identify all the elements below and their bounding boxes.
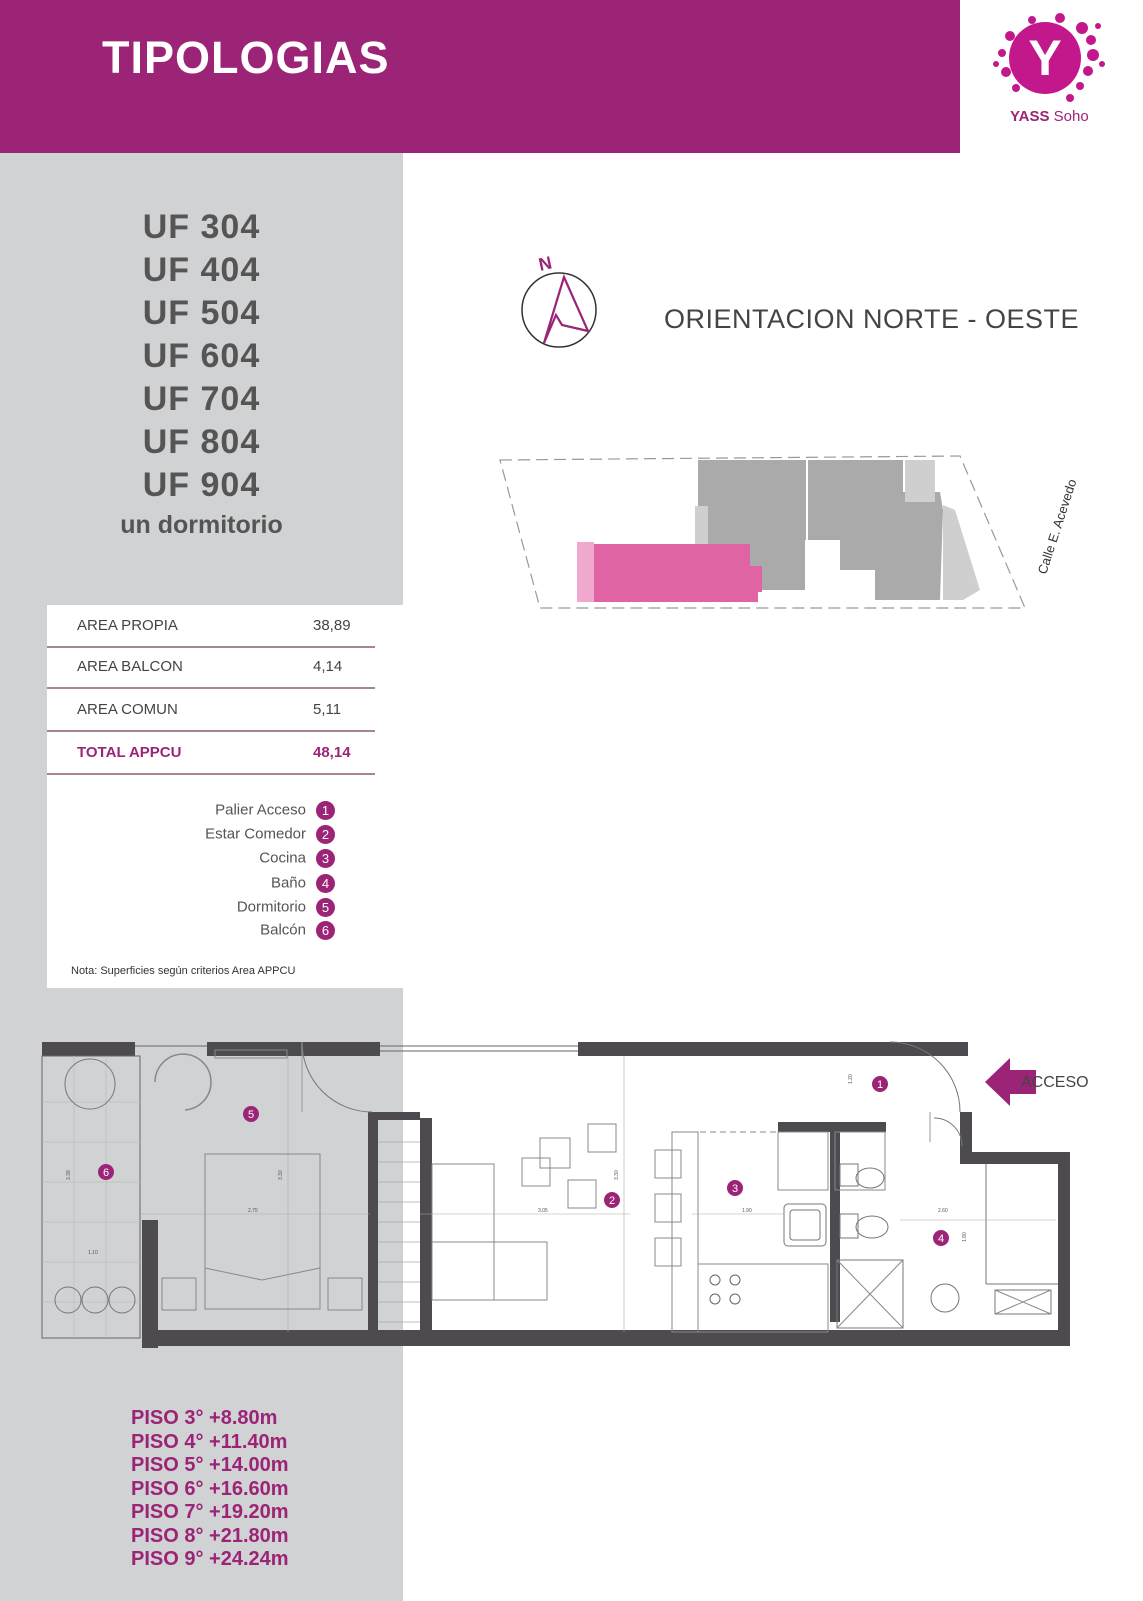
svg-text:1.90: 1.90 (742, 1208, 752, 1214)
area-row (47, 646, 375, 689)
area-note: Nota: Superficies según criterios Area APPCU (71, 965, 296, 977)
logo-wordmark: YASS Soho (1010, 108, 1089, 125)
floor-level: PISO 6° +16.60m (131, 1477, 289, 1500)
area-value: 5,11 (313, 701, 342, 718)
area-row (47, 605, 375, 648)
floor-level: PISO 5° +14.00m (131, 1454, 289, 1476)
unit-label: UF 704 (142, 380, 261, 418)
floor-level: PISO 9° +24.24m (131, 1548, 289, 1570)
svg-text:2.75: 2.75 (248, 1208, 258, 1214)
area-value: 48,14 (313, 744, 351, 761)
svg-text:3.38: 3.38 (66, 1170, 72, 1180)
floor-level: PISO 4° +11.40m (131, 1430, 288, 1453)
svg-text:3.05: 3.05 (538, 1208, 548, 1214)
legend-item: Estar Comedor 2 (205, 825, 335, 849)
legend-item: Dormitorio 5 (237, 898, 335, 922)
floor-level: PISO 3° +8.80m (131, 1407, 278, 1429)
area-label: AREA BALCON (77, 658, 183, 675)
legend-item: Cocina 3 (259, 849, 335, 873)
room-number: 6 (102, 1167, 110, 1179)
svg-text:2.60: 2.60 (938, 1208, 948, 1214)
legend-number: 4 (316, 874, 335, 893)
room-number: 3 (731, 1183, 739, 1195)
area-label: AREA PROPIA (77, 617, 178, 634)
area-label: TOTAL APPCU (77, 744, 182, 761)
legend-number: 6 (316, 921, 335, 940)
unit-label: UF 804 (142, 423, 261, 461)
legend-item: Baño 4 (271, 874, 335, 898)
legend-item: Balcón 6 (260, 921, 335, 945)
legend-number: 3 (316, 849, 335, 868)
unit-label: UF 404 (142, 251, 261, 289)
area-table (47, 605, 403, 988)
svg-text:1.80: 1.80 (962, 1232, 968, 1242)
access-label: ACCESO (1021, 1074, 1089, 1091)
room-number: 2 (608, 1195, 616, 1207)
orientation-title: ORIENTACION NORTE - OESTE (664, 304, 1080, 334)
unit-label: UF 504 (142, 294, 261, 332)
unit-list (0, 206, 403, 540)
floor-level: PISO 8° +21.80m (131, 1524, 289, 1547)
legend-item: Palier Acceso 1 (215, 801, 335, 825)
logo-monogram: Y (1028, 30, 1062, 86)
north-compass-icon (514, 253, 604, 353)
legend-number: 2 (316, 825, 335, 844)
area-row (47, 689, 375, 732)
floor-level: PISO 7° +19.20m (131, 1501, 289, 1523)
room-number: 1 (876, 1079, 884, 1091)
floor-plan (40, 1042, 1090, 1372)
unit-label: UF 604 (142, 337, 261, 375)
svg-text:1.10: 1.10 (88, 1250, 98, 1256)
unit-type: un dormitorio (120, 511, 283, 539)
compass-n-label: N (536, 252, 554, 275)
svg-text:3.30: 3.30 (614, 1170, 620, 1180)
svg-text:3.30: 3.30 (278, 1170, 284, 1180)
street-label: Calle E. Acevedo (1034, 477, 1080, 576)
room-number: 4 (937, 1233, 945, 1245)
svg-text:1.20: 1.20 (848, 1074, 854, 1084)
area-label: AREA COMUN (77, 701, 178, 718)
site-plan (495, 450, 1080, 620)
unit-label: UF 904 (142, 466, 261, 504)
legend-number: 1 (316, 801, 335, 820)
floor-levels (131, 1407, 289, 1572)
legend-number: 5 (316, 898, 335, 917)
area-total-row (47, 732, 375, 775)
area-value: 38,89 (313, 617, 351, 634)
unit-label: UF 304 (142, 208, 261, 246)
page-title: TIPOLOGIAS (102, 32, 390, 83)
area-value: 4,14 (313, 658, 343, 675)
room-number: 5 (247, 1109, 255, 1121)
